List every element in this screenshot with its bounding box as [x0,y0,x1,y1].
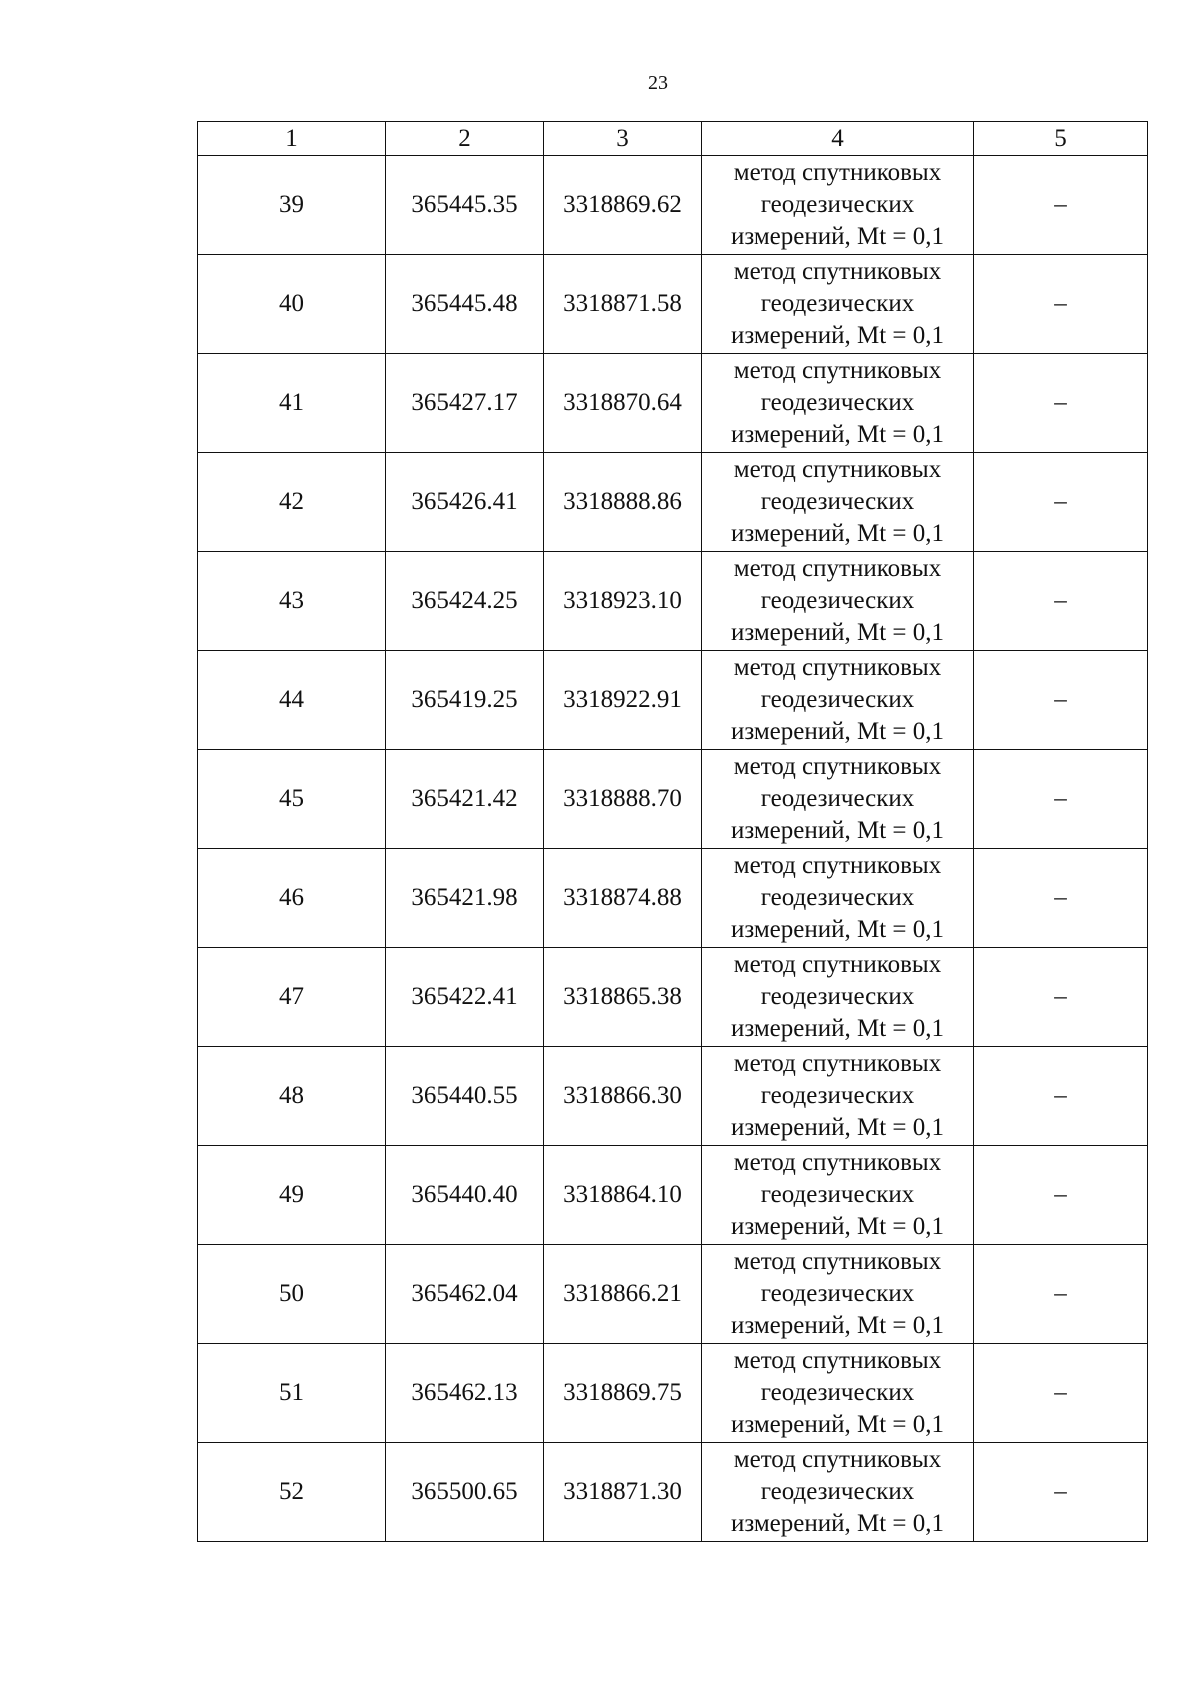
header-row [198,122,1148,156]
point-number-cell: 39 [198,156,386,255]
x-coordinate-cell: 365445.48 [386,255,544,354]
method-line: геодезических [760,983,915,1010]
y-coordinate-cell: 3318871.58 [544,255,702,354]
method-line: метод спутниковых [733,456,942,483]
point-number-cell: 49 [198,1146,386,1245]
table-body [198,156,1148,1542]
method-line: метод спутниковых [733,1149,942,1176]
method-line: метод спутниковых [733,753,942,780]
method-line: геодезических [760,488,915,515]
table-row [198,156,1148,255]
method-cell [702,750,974,849]
method-cell [702,948,974,1047]
method-line: измерений, Mt = 0,1 [730,421,945,448]
note-cell: – [974,453,1148,552]
method-line: измерений, Mt = 0,1 [730,1510,945,1537]
method-line: геодезических [760,1280,915,1307]
method-line: метод спутниковых [733,654,942,681]
table-row [198,1047,1148,1146]
y-coordinate-cell: 3318865.38 [544,948,702,1047]
method-line: метод спутниковых [733,852,942,879]
y-coordinate-cell: 3318869.75 [544,1344,702,1443]
method-line: измерений, Mt = 0,1 [730,916,945,943]
column-header: 2 [386,122,544,156]
method-line: геодезических [760,1478,915,1505]
x-coordinate-cell: 365440.40 [386,1146,544,1245]
x-coordinate-cell: 365421.98 [386,849,544,948]
method-cell [702,255,974,354]
note-cell: – [974,1245,1148,1344]
note-cell: – [974,552,1148,651]
x-coordinate-cell: 365419.25 [386,651,544,750]
method-cell [702,156,974,255]
x-coordinate-cell: 365424.25 [386,552,544,651]
note-cell: – [974,948,1148,1047]
method-cell [702,354,974,453]
y-coordinate-cell: 3318874.88 [544,849,702,948]
note-cell: – [974,354,1148,453]
x-coordinate-cell: 365427.17 [386,354,544,453]
method-line: измерений, Mt = 0,1 [730,322,945,349]
point-number-cell: 42 [198,453,386,552]
method-line: геодезических [760,1181,915,1208]
column-header: 1 [198,122,386,156]
table-row [198,354,1148,453]
x-coordinate-cell: 365445.35 [386,156,544,255]
x-coordinate-cell: 365426.41 [386,453,544,552]
note-cell: – [974,1344,1148,1443]
method-line: метод спутниковых [733,159,942,186]
note-cell: – [974,1047,1148,1146]
method-cell [702,1344,974,1443]
column-header: 5 [974,122,1148,156]
point-number-cell: 40 [198,255,386,354]
x-coordinate-cell: 365462.13 [386,1344,544,1443]
method-line: измерений, Mt = 0,1 [730,1312,945,1339]
point-number-cell: 46 [198,849,386,948]
method-line: измерений, Mt = 0,1 [730,817,945,844]
note-cell: – [974,156,1148,255]
method-cell [702,1443,974,1542]
table-row [198,453,1148,552]
point-number-cell: 41 [198,354,386,453]
x-coordinate-cell: 365422.41 [386,948,544,1047]
method-line: измерений, Mt = 0,1 [730,718,945,745]
table-row [198,849,1148,948]
table-row [198,1443,1148,1542]
method-line: геодезических [760,785,915,812]
table-row [198,1245,1148,1344]
point-number-cell: 52 [198,1443,386,1542]
point-number-cell: 43 [198,552,386,651]
point-number-cell: 48 [198,1047,386,1146]
method-line: геодезических [760,191,915,218]
y-coordinate-cell: 3318888.70 [544,750,702,849]
method-line: метод спутниковых [733,951,942,978]
y-coordinate-cell: 3318869.62 [544,156,702,255]
method-line: измерений, Mt = 0,1 [730,1015,945,1042]
x-coordinate-cell: 365462.04 [386,1245,544,1344]
page-number: 23 [648,72,668,94]
y-coordinate-cell: 3318922.91 [544,651,702,750]
coordinates-table [197,121,1148,1542]
y-coordinate-cell: 3318866.30 [544,1047,702,1146]
y-coordinate-cell: 3318888.86 [544,453,702,552]
table-row [198,552,1148,651]
method-line: измерений, Mt = 0,1 [730,520,945,547]
method-line: геодезических [760,1082,915,1109]
method-line: метод спутниковых [733,555,942,582]
method-line: метод спутниковых [733,1050,942,1077]
method-cell [702,1245,974,1344]
column-header: 4 [702,122,974,156]
method-line: метод спутниковых [733,1248,942,1275]
table-row [198,1344,1148,1443]
method-line: геодезических [760,1379,915,1406]
y-coordinate-cell: 3318870.64 [544,354,702,453]
method-line: метод спутниковых [733,1446,942,1473]
y-coordinate-cell: 3318866.21 [544,1245,702,1344]
note-cell: – [974,849,1148,948]
table-row [198,255,1148,354]
method-cell [702,453,974,552]
coordinates-table-container [197,121,1148,1542]
x-coordinate-cell: 365500.65 [386,1443,544,1542]
method-line: измерений, Mt = 0,1 [730,223,945,250]
y-coordinate-cell: 3318871.30 [544,1443,702,1542]
point-number-cell: 47 [198,948,386,1047]
y-coordinate-cell: 3318923.10 [544,552,702,651]
method-cell [702,1047,974,1146]
x-coordinate-cell: 365421.42 [386,750,544,849]
method-line: геодезических [760,686,915,713]
method-line: геодезических [760,587,915,614]
method-line: измерений, Mt = 0,1 [730,1114,945,1141]
method-line: геодезических [760,389,915,416]
table-row [198,651,1148,750]
method-line: измерений, Mt = 0,1 [730,1411,945,1438]
note-cell: – [974,651,1148,750]
table-row [198,948,1148,1047]
table-row [198,1146,1148,1245]
note-cell: – [974,750,1148,849]
method-line: метод спутниковых [733,1347,942,1374]
point-number-cell: 45 [198,750,386,849]
column-header: 3 [544,122,702,156]
method-line: метод спутниковых [733,357,942,384]
point-number-cell: 51 [198,1344,386,1443]
method-cell [702,849,974,948]
method-line: метод спутниковых [733,258,942,285]
table-row [198,750,1148,849]
note-cell: – [974,1443,1148,1542]
x-coordinate-cell: 365440.55 [386,1047,544,1146]
y-coordinate-cell: 3318864.10 [544,1146,702,1245]
method-line: геодезических [760,884,915,911]
method-cell [702,1146,974,1245]
method-line: измерений, Mt = 0,1 [730,1213,945,1240]
point-number-cell: 50 [198,1245,386,1344]
point-number-cell: 44 [198,651,386,750]
method-cell [702,651,974,750]
note-cell: – [974,1146,1148,1245]
method-line: измерений, Mt = 0,1 [730,619,945,646]
method-line: геодезических [760,290,915,317]
note-cell: – [974,255,1148,354]
method-cell [702,552,974,651]
